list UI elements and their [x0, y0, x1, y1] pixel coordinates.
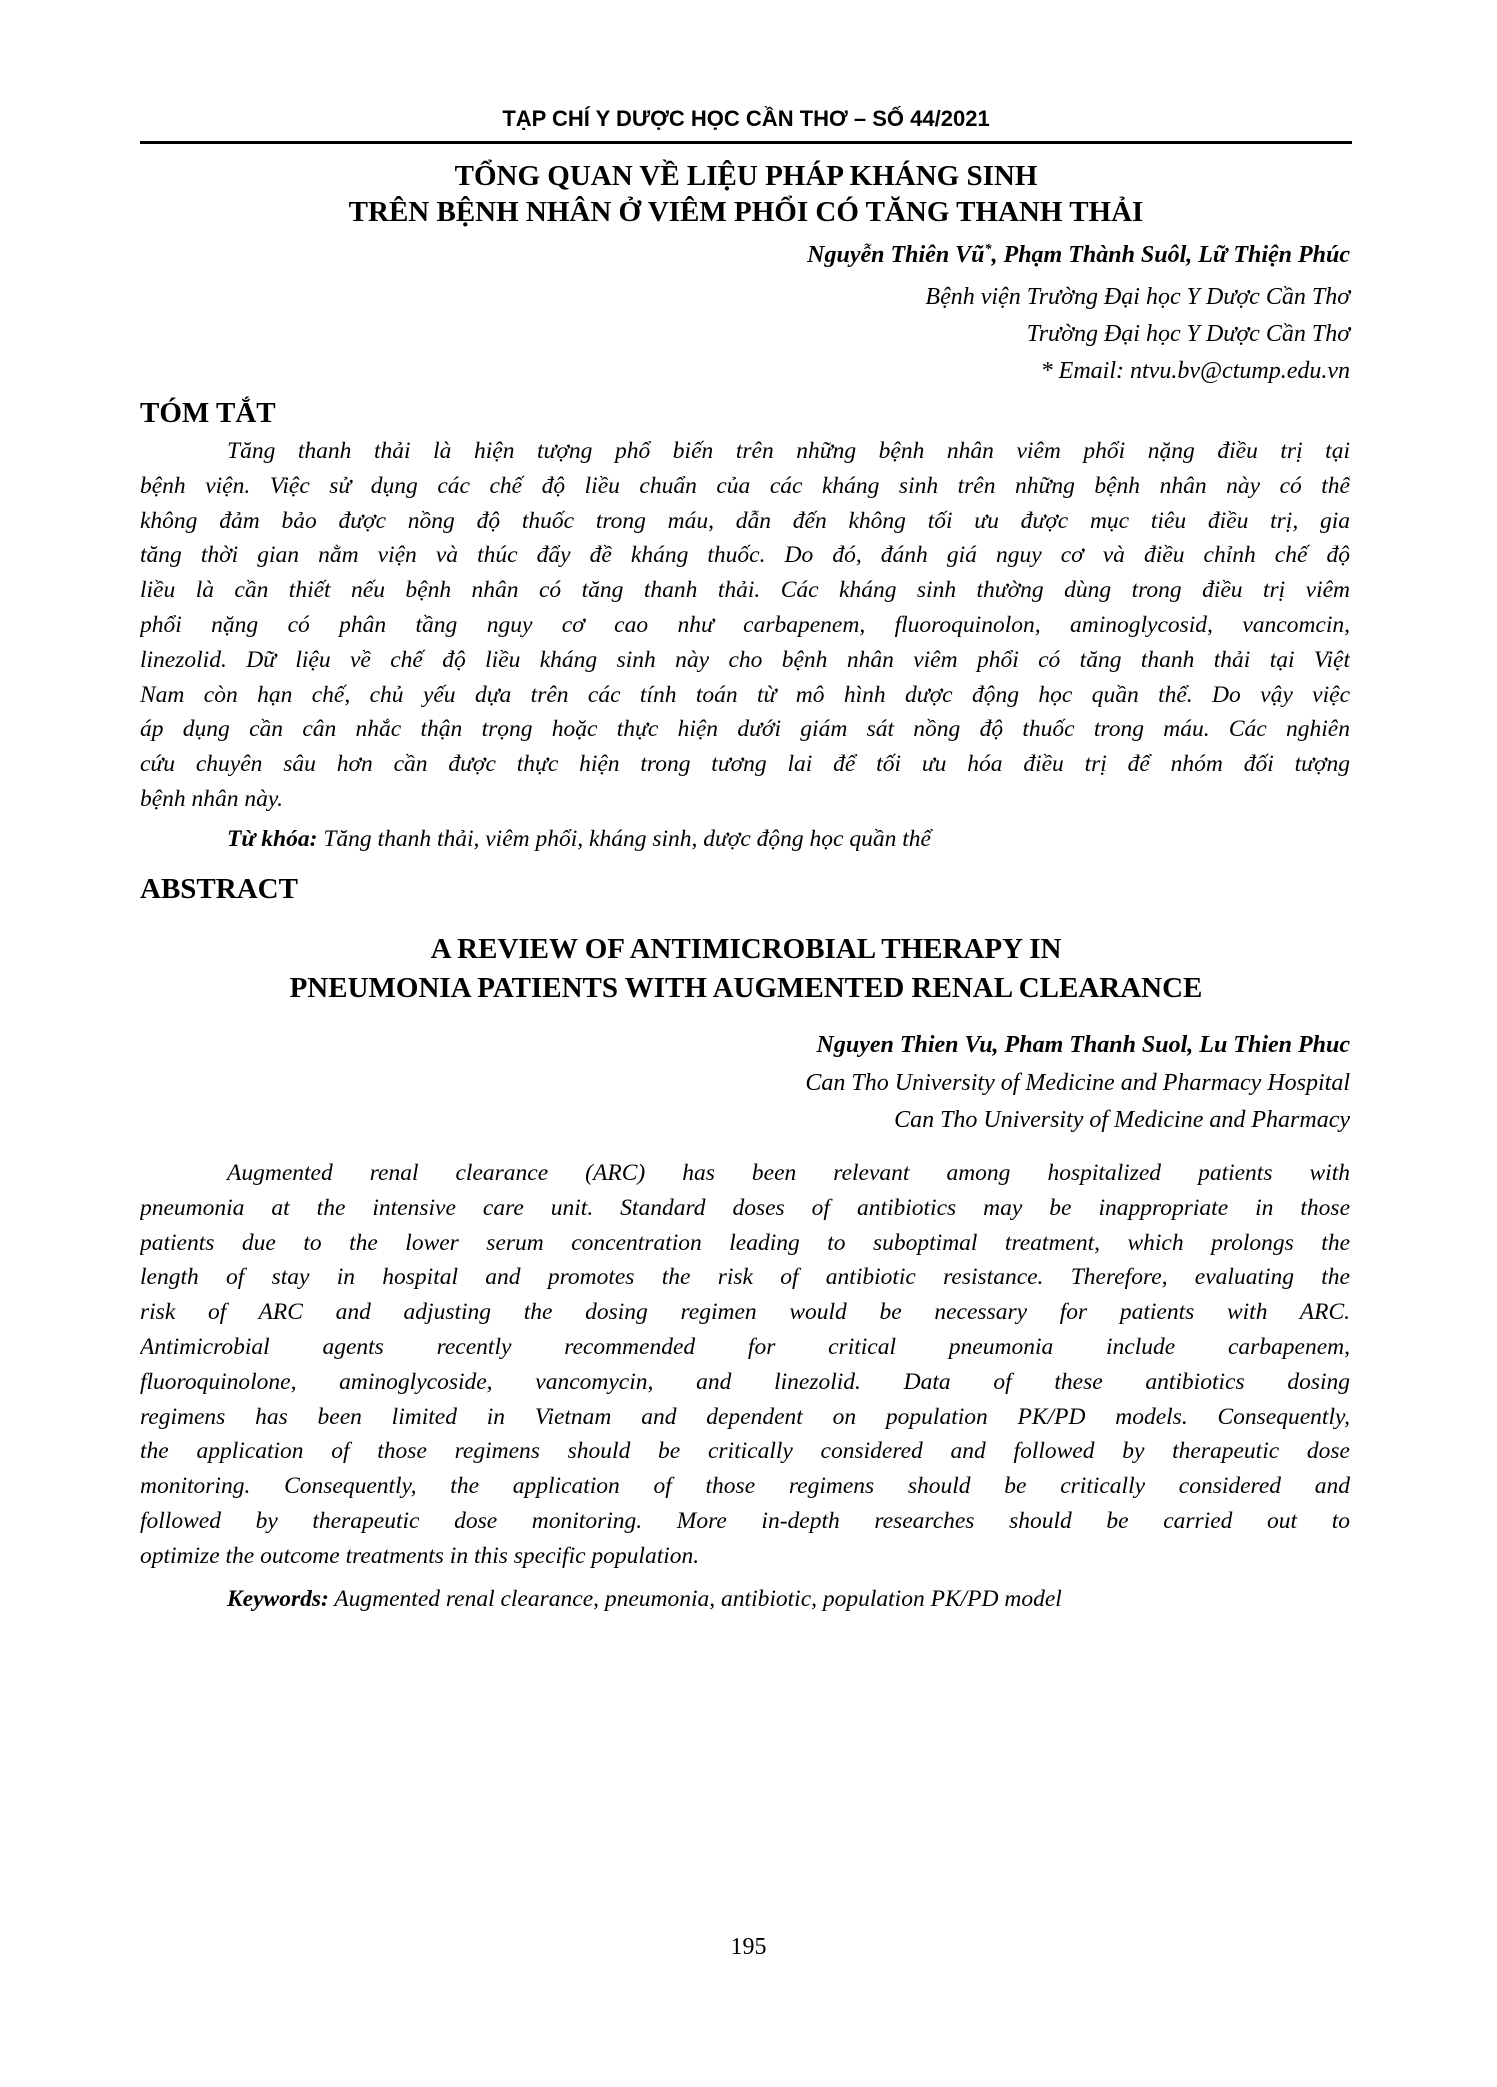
en-title: [140, 930, 1352, 1008]
vi-title-line: TRÊN BỆNH NHÂN Ở VIÊM PHỔI CÓ TĂNG THANH THẢI: [348, 196, 1144, 228]
paragraph-line: bệnh nhân này.: [140, 785, 283, 812]
paragraph-line: patients due to the lower serum concentration leading to suboptimal treatment, which prolongs the: [140, 1229, 1350, 1256]
page-number: 195: [730, 1934, 767, 1960]
paragraph-line: liều là cần thiết nếu bệnh nhân có tăng thanh thải. Các kháng sinh thường dùng trong điều trị viêm: [140, 577, 1350, 604]
paragraph-line: regimens has been limited in Vietnam and dependent on population PK/PD models. Consequently,: [140, 1403, 1350, 1430]
keywords-text: Augmented renal clearance, pneumonia, antibiotic, population PK/PD model: [328, 1586, 1062, 1612]
paragraph-line: Tăng thanh thải là hiện tượng phổ biến trên những bệnh nhân viêm phổi nặng điều trị tại: [227, 438, 1350, 464]
affiliation: Trường Đại học Y Dược Cần Thơ: [1026, 321, 1350, 347]
en-title-line: A REVIEW OF ANTIMICROBIAL THERAPY IN: [430, 933, 1062, 965]
affiliation: Can Tho University of Medicine and Pharmacy Hospital: [805, 1070, 1350, 1096]
paragraph-line: Nam còn hạn chế, chủ yếu dựa trên các tính toán từ mô hình dược động học quần thể. Do vậy việc: [140, 681, 1350, 708]
vi-abstract-paragraph: [140, 434, 1350, 817]
paragraph-line: phổi nặng có phân tầng nguy cơ cao như carbapenem, fluoroquinolon, aminoglycosid, vancomcin,: [140, 611, 1350, 638]
paragraph-line: fluoroquinolone, aminoglycoside, vancomycin, and linezolid. Data of these antibiotics dosing: [140, 1368, 1350, 1395]
paragraph-line: Antimicrobial agents recently recommended for critical pneumonia include carbapenem,: [140, 1333, 1350, 1360]
paragraph-line: followed by therapeutic dose monitoring. More in-depth researches should be carried out to: [140, 1507, 1350, 1534]
paragraph-line: the application of those regimens should be critically considered and followed by therapeutic dose: [140, 1438, 1350, 1465]
vi-authors: [140, 231, 1350, 274]
paragraph-line: monitoring. Consequently, the application of those regimens should be critically considered and: [140, 1473, 1350, 1500]
paragraph-line: cứu chuyên sâu hơn cần được thực hiện trong tương lai để tối ưu hóa điều trị để nhóm đối tượng: [140, 751, 1350, 778]
paragraph-line: risk of ARC and adjusting the dosing regimen would be necessary for patients with ARC.: [140, 1299, 1350, 1326]
en-title-line: PNEUMONIA PATIENTS WITH AUGMENTED RENAL CLEARANCE: [289, 972, 1203, 1004]
keywords-label: Keywords:: [227, 1586, 329, 1612]
paragraph-line: không đảm bảo được nồng độ thuốc trong máu, dẫn đến không tối ưu được mục tiêu điều trị, gia: [140, 507, 1350, 534]
journal-header: TẠP CHÍ Y DƯỢC HỌC CẦN THƠ – SỐ 44/2021: [502, 106, 990, 131]
email: * Email: ntvu.bv@ctump.edu.vn: [1040, 358, 1350, 384]
paragraph-line: áp dụng cần cân nhắc thận trọng hoặc thực hiện dưới giám sát nồng độ thuốc trong máu. Các nghiên: [140, 716, 1350, 743]
en-abstract-paragraph: [140, 1156, 1350, 1574]
section-heading-tom-tat: TÓM TẮT: [140, 397, 276, 429]
vi-title-line: TỔNG QUAN VỀ LIỆU PHÁP KHÁNG SINH: [454, 160, 1038, 192]
paragraph-line: linezolid. Dữ liệu về chế độ liều kháng sinh này cho bệnh nhân viêm phổi có tăng thanh thải tại Việt: [140, 646, 1350, 673]
en-keywords: [227, 1584, 1062, 1614]
paragraph-line: bệnh viện. Việc sử dụng các chế độ liều chuẩn của các kháng sinh trên những bệnh nhân này có thể: [140, 472, 1350, 499]
affiliation: Bệnh viện Trường Đại học Y Dược Cần Thơ: [925, 284, 1350, 310]
author-names: , Phạm Thành Suôl, Lữ Thiện Phúc: [991, 242, 1350, 268]
vi-affiliations: [140, 279, 1350, 390]
en-authors: Nguyen Thien Vu, Pham Thanh Suol, Lu Thien Phuc: [816, 1032, 1350, 1058]
vi-title: [140, 158, 1352, 230]
affiliation: Can Tho University of Medicine and Pharmacy: [894, 1107, 1350, 1133]
paragraph-line: length of stay in hospital and promotes the risk of antibiotic resistance. Therefore, evaluating the: [140, 1264, 1350, 1291]
keywords-text: Tăng thanh thải, viêm phổi, kháng sinh, dược động học quần thể: [317, 826, 931, 852]
corresponding-mark: *: [984, 242, 992, 257]
keywords-label: Từ khóa:: [227, 826, 318, 852]
paragraph-line: tăng thời gian nằm viện và thúc đẩy đề kháng thuốc. Do đó, đánh giá nguy cơ và điều chỉnh chế độ: [140, 542, 1350, 569]
author-name: Nguyễn Thiên Vũ: [807, 242, 985, 268]
paragraph-line: pneumonia at the intensive care unit. Standard doses of antibiotics may be inappropriate in those: [140, 1194, 1350, 1221]
header-rule: [140, 141, 1352, 144]
paragraph-line: Augmented renal clearance (ARC) has been relevant among hospitalized patients with: [227, 1160, 1350, 1186]
vi-keywords: [227, 824, 931, 854]
paragraph-line: optimize the outcome treatments in this specific population.: [140, 1542, 700, 1569]
en-affiliations: [140, 1065, 1350, 1139]
section-heading-abstract: ABSTRACT: [140, 873, 298, 905]
